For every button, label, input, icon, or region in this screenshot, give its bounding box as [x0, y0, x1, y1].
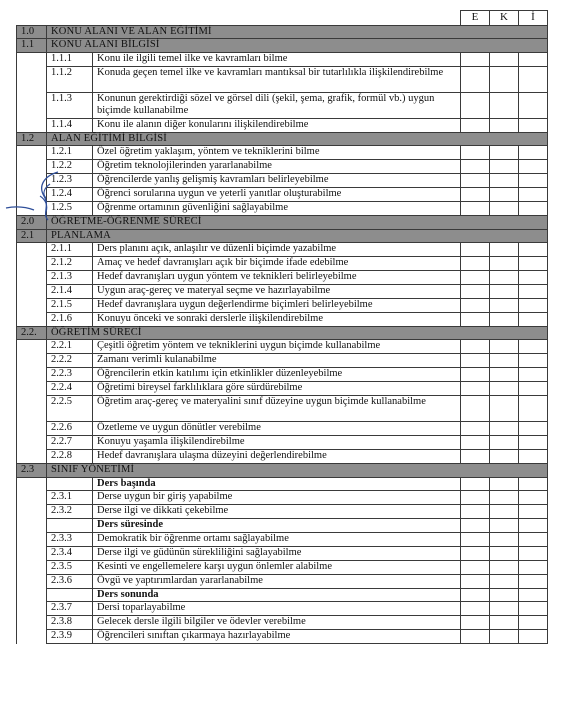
- criterion-text: Kesinti ve engellemelere karşı uygun önlemler alabilme: [93, 560, 461, 574]
- rating-cell-k[interactable]: [490, 368, 519, 382]
- phase-row: [17, 477, 548, 490]
- rating-cell-i[interactable]: [519, 271, 548, 285]
- criterion-number: 1.1.4: [47, 118, 93, 132]
- evaluation-form-table: [16, 10, 548, 644]
- rating-cell-e[interactable]: [461, 174, 490, 188]
- rating-cell-e[interactable]: [461, 354, 490, 368]
- rating-cell-i[interactable]: [519, 285, 548, 299]
- rating-cell-k[interactable]: [490, 630, 519, 644]
- rating-cell-e[interactable]: [461, 271, 490, 285]
- rating-cell-i[interactable]: [519, 450, 548, 464]
- phase-label: Ders başında: [93, 477, 461, 490]
- criterion-row: [17, 118, 548, 132]
- criterion-text: Öğretim araç-gereç ve materyalini sınıf düzeyine uygun biçimde kullanabilme: [93, 396, 461, 422]
- criterion-number: 2.3.8: [47, 616, 93, 630]
- criterion-text: Hedef davranışlara ulaşma düzeyini değerlendirebilme: [93, 450, 461, 464]
- subsection-code: 1.2: [17, 132, 47, 145]
- rating-cell-i[interactable]: [519, 257, 548, 271]
- criterion-row: [17, 574, 548, 588]
- rating-cell-i[interactable]: [519, 616, 548, 630]
- rating-cell-k[interactable]: [490, 436, 519, 450]
- criterion-number: 1.2.2: [47, 160, 93, 174]
- criterion-number: 2.3.4: [47, 546, 93, 560]
- criterion-row: [17, 313, 548, 327]
- rating-cell-e[interactable]: [461, 396, 490, 422]
- criterion-text: Övgü ve yaptırımlardan yararlanabilme: [93, 574, 461, 588]
- criterion-row: [17, 257, 548, 271]
- criterion-number: 1.2.4: [47, 188, 93, 202]
- subsection-code: 2.1: [17, 229, 47, 242]
- criterion-number: 2.1.5: [47, 299, 93, 313]
- criterion-text: Derse uygun bir giriş yapabilme: [93, 491, 461, 505]
- rating-cell-i[interactable]: [519, 382, 548, 396]
- criterion-row: [17, 560, 548, 574]
- criterion-row: [17, 505, 548, 519]
- subsection-row: [17, 229, 548, 242]
- criterion-number: 2.1.2: [47, 257, 93, 271]
- criterion-text: Öğretim teknolojilerinden yararlanabilme: [93, 160, 461, 174]
- rating-cell-e[interactable]: [461, 160, 490, 174]
- rating-cell-i[interactable]: [519, 491, 548, 505]
- rating-cell-k[interactable]: [490, 382, 519, 396]
- criterion-number: 2.3.5: [47, 560, 93, 574]
- criterion-number: 2.2.6: [47, 422, 93, 436]
- subsection-title: SINIF YÖNETİMİ: [47, 464, 548, 477]
- rating-cell-e[interactable]: [461, 491, 490, 505]
- criterion-text: Derse ilgi ve dikkati çekebilme: [93, 505, 461, 519]
- rating-cell-k[interactable]: [490, 299, 519, 313]
- rating-cell-k[interactable]: [490, 396, 519, 422]
- rating-cell-e[interactable]: [461, 285, 490, 299]
- criterion-text: Amaç ve hedef davranışları açık bir biçimde ifade edebilme: [93, 257, 461, 271]
- criterion-text: Uygun araç-gereç ve materyal seçme ve hazırlayabilme: [93, 285, 461, 299]
- criterion-text: Ders planını açık, anlaşılır ve düzenli biçimde yazabilme: [93, 243, 461, 257]
- rating-cell-i[interactable]: [519, 354, 548, 368]
- rating-cell-i[interactable]: [519, 52, 548, 66]
- criterion-text: Çeşitli öğretim yöntem ve tekniklerini uygun biçimde kullanabilme: [93, 340, 461, 354]
- criterion-text: Öğrencileri sınıftan çıkarmaya hazırlayabilme: [93, 630, 461, 644]
- criterion-row: [17, 602, 548, 616]
- rating-cell-e[interactable]: [461, 546, 490, 560]
- rating-cell-i[interactable]: [519, 340, 548, 354]
- section-code: 1.0: [17, 26, 47, 39]
- rating-cell-k[interactable]: [490, 491, 519, 505]
- criterion-row: [17, 340, 548, 354]
- criterion-row: [17, 271, 548, 285]
- subsection-code: 2.2.: [17, 327, 47, 340]
- criterion-text: Hedef davranışlara uygun değerlendirme biçimleri belirleyebilme: [93, 299, 461, 313]
- rating-cell-k[interactable]: [490, 616, 519, 630]
- rating-cell-i[interactable]: [519, 602, 548, 616]
- rating-cell-k[interactable]: [490, 450, 519, 464]
- criterion-number: 2.3.6: [47, 574, 93, 588]
- rating-cell-i[interactable]: [519, 574, 548, 588]
- subsection-row: [17, 39, 548, 52]
- criterion-row: [17, 630, 548, 644]
- criterion-row: [17, 243, 548, 257]
- rating-cell-e[interactable]: [461, 602, 490, 616]
- rating-cell-i[interactable]: [519, 66, 548, 92]
- criterion-text: Öğrencilerin etkin katılımı için etkinlikler düzenleyebilme: [93, 368, 461, 382]
- criterion-number: 2.3.1: [47, 491, 93, 505]
- rating-cell-i[interactable]: [519, 118, 548, 132]
- criterion-text: Demokratik bir öğrenme ortamı sağlayabilme: [93, 532, 461, 546]
- rating-cell-e[interactable]: [461, 574, 490, 588]
- rating-cell-i[interactable]: [519, 422, 548, 436]
- rating-cell-e[interactable]: [461, 92, 490, 118]
- rating-cell-e[interactable]: [461, 118, 490, 132]
- rating-cell-i[interactable]: [519, 396, 548, 422]
- criterion-text: Konuyu önceki ve sonraki derslerle ilişkilendirebilme: [93, 313, 461, 327]
- rating-cell-k[interactable]: [490, 243, 519, 257]
- rating-cell-i[interactable]: [519, 546, 548, 560]
- criterion-number: 1.2.3: [47, 174, 93, 188]
- criterion-row: [17, 396, 548, 422]
- criterion-text: Öğrenci sorularına uygun ve yeterli yanıtlar oluşturabilme: [93, 188, 461, 202]
- rating-cell-e[interactable]: [461, 450, 490, 464]
- criterion-number: 1.1.3: [47, 92, 93, 118]
- rating-cell-e[interactable]: [461, 616, 490, 630]
- rating-cell-e[interactable]: [461, 257, 490, 271]
- subsection-title: ALAN EĞİTİMİ BİLGİSİ: [47, 132, 548, 145]
- subsection-row: [17, 327, 548, 340]
- rating-cell-k[interactable]: [490, 52, 519, 66]
- rating-cell-e[interactable]: [461, 560, 490, 574]
- criterion-text: Derse ilgi ve güdünün sürekliliğini sağlayabilme: [93, 546, 461, 560]
- criterion-row: [17, 422, 548, 436]
- rating-cell-k[interactable]: [490, 532, 519, 546]
- rating-cell-e[interactable]: [461, 188, 490, 202]
- rating-cell-i[interactable]: [519, 202, 548, 216]
- rating-cell-k[interactable]: [490, 340, 519, 354]
- rating-cell-i[interactable]: [519, 174, 548, 188]
- criterion-row: [17, 532, 548, 546]
- rating-cell-e[interactable]: [461, 243, 490, 257]
- phase-label: Ders sonunda: [93, 588, 461, 601]
- criterion-text: Özetleme ve uygun dönütler verebilme: [93, 422, 461, 436]
- rating-cell-k[interactable]: [490, 546, 519, 560]
- criterion-number: 2.3.9: [47, 630, 93, 644]
- criterion-text: Dersi toparlayabilme: [93, 602, 461, 616]
- subsection-title: KONU ALANI BİLGİSİ: [47, 39, 548, 52]
- rating-cell-e[interactable]: [461, 368, 490, 382]
- rating-cell-i[interactable]: [519, 243, 548, 257]
- phase-row: [17, 519, 548, 532]
- criterion-text: Zamanı verimli kulanabilme: [93, 354, 461, 368]
- rating-cell-e[interactable]: [461, 422, 490, 436]
- criterion-text: Öğrenme ortamının güvenliğini sağlayabilme: [93, 202, 461, 216]
- criterion-number: 2.3.3: [47, 532, 93, 546]
- rating-cell-e[interactable]: [461, 313, 490, 327]
- criterion-text: Öğretimi bireysel farklılıklara göre sürdürebilme: [93, 382, 461, 396]
- criterion-row: [17, 491, 548, 505]
- criterion-row: [17, 146, 548, 160]
- subsection-title: PLANLAMA: [47, 229, 548, 242]
- criterion-row: [17, 66, 548, 92]
- rating-cell-k[interactable]: [490, 354, 519, 368]
- criterion-row: [17, 174, 548, 188]
- phase-row: [17, 588, 548, 601]
- rating-cell-i[interactable]: [519, 92, 548, 118]
- rating-cell-k[interactable]: [490, 257, 519, 271]
- column-e-header: E: [461, 11, 490, 26]
- criterion-row: [17, 368, 548, 382]
- rating-cell-k[interactable]: [490, 66, 519, 92]
- criterion-number: 2.3.7: [47, 602, 93, 616]
- criterion-number: 2.1.4: [47, 285, 93, 299]
- criterion-text: Özel öğretim yaklaşım, yöntem ve tekniklerini bilme: [93, 146, 461, 160]
- criterion-number: 2.2.7: [47, 436, 93, 450]
- rating-cell-i[interactable]: [519, 630, 548, 644]
- criterion-row: [17, 188, 548, 202]
- criterion-number: 1.1.1: [47, 52, 93, 66]
- rating-cell-k[interactable]: [490, 271, 519, 285]
- rating-cell-k[interactable]: [490, 146, 519, 160]
- criterion-row: [17, 354, 548, 368]
- criterion-number: 2.2.5: [47, 396, 93, 422]
- criterion-row: [17, 160, 548, 174]
- criterion-row: [17, 202, 548, 216]
- criterion-row: [17, 92, 548, 118]
- subsection-row: [17, 464, 548, 477]
- rating-cell-k[interactable]: [490, 118, 519, 132]
- rating-cell-k[interactable]: [490, 202, 519, 216]
- rating-cell-k[interactable]: [490, 560, 519, 574]
- criterion-row: [17, 450, 548, 464]
- section-row: [17, 216, 548, 229]
- criterion-number: 2.1.3: [47, 271, 93, 285]
- subsection-code: 1.1: [17, 39, 47, 52]
- criterion-number: 1.1.2: [47, 66, 93, 92]
- rating-cell-i[interactable]: [519, 146, 548, 160]
- criterion-number: 2.2.1: [47, 340, 93, 354]
- rating-cell-k[interactable]: [490, 92, 519, 118]
- rating-cell-e[interactable]: [461, 382, 490, 396]
- subsection-code: 2.3: [17, 464, 47, 477]
- criterion-number: 1.2.5: [47, 202, 93, 216]
- rating-cell-i[interactable]: [519, 436, 548, 450]
- rating-cell-k[interactable]: [490, 285, 519, 299]
- criterion-row: [17, 436, 548, 450]
- criterion-text: Konu ile ilgili temel ilke ve kavramları bilme: [93, 52, 461, 66]
- criterion-number: 1.2.1: [47, 146, 93, 160]
- criterion-row: [17, 616, 548, 630]
- rating-cell-e[interactable]: [461, 299, 490, 313]
- criterion-number: 2.2.3: [47, 368, 93, 382]
- criterion-row: [17, 382, 548, 396]
- rating-cell-i[interactable]: [519, 299, 548, 313]
- rating-cell-e[interactable]: [461, 52, 490, 66]
- rating-cell-e[interactable]: [461, 436, 490, 450]
- rating-cell-k[interactable]: [490, 574, 519, 588]
- section-title: ÖĞRETME-ÖĞRENME SÜRECİ: [47, 216, 548, 229]
- rating-cell-e[interactable]: [461, 505, 490, 519]
- criterion-row: [17, 299, 548, 313]
- rating-cell-e[interactable]: [461, 532, 490, 546]
- criterion-number: 2.2.8: [47, 450, 93, 464]
- rating-cell-k[interactable]: [490, 422, 519, 436]
- criterion-number: 2.3.2: [47, 505, 93, 519]
- rating-cell-k[interactable]: [490, 160, 519, 174]
- criterion-text: Konuda geçen temel ilke ve kavramları mantıksal bir tutarlılıkla ilişkilendirebilme: [93, 66, 461, 92]
- rating-cell-i[interactable]: [519, 505, 548, 519]
- rating-cell-i[interactable]: [519, 532, 548, 546]
- subsection-row: [17, 132, 548, 145]
- criterion-text: Konu ile alanın diğer konularını ilişkilendirebilme: [93, 118, 461, 132]
- rating-cell-e[interactable]: [461, 146, 490, 160]
- rating-cell-i[interactable]: [519, 313, 548, 327]
- rating-cell-k[interactable]: [490, 602, 519, 616]
- column-i-header: İ: [519, 11, 548, 26]
- criterion-row: [17, 285, 548, 299]
- criterion-number: 2.1.6: [47, 313, 93, 327]
- rating-cell-i[interactable]: [519, 188, 548, 202]
- rating-cell-i[interactable]: [519, 368, 548, 382]
- rating-cell-e[interactable]: [461, 630, 490, 644]
- criterion-text: Öğrencilerde yanlış gelişmiş kavramları belirleyebilme: [93, 174, 461, 188]
- rating-cell-i[interactable]: [519, 560, 548, 574]
- rating-cell-e[interactable]: [461, 202, 490, 216]
- section-row: [17, 26, 548, 39]
- criterion-number: 2.2.2: [47, 354, 93, 368]
- rating-cell-k[interactable]: [490, 313, 519, 327]
- criterion-text: Konunun gerektirdiği sözel ve görsel dili (şekil, şema, grafik, formül vb.) uygun biçimde kullanabilme: [93, 92, 461, 118]
- phase-label: Ders süresinde: [93, 519, 461, 532]
- rating-cell-k[interactable]: [490, 505, 519, 519]
- rating-cell-k[interactable]: [490, 174, 519, 188]
- criterion-number: 2.1.1: [47, 243, 93, 257]
- section-code: 2.0: [17, 216, 47, 229]
- rating-cell-e[interactable]: [461, 66, 490, 92]
- criterion-text: Konuyu yaşamla ilişkilendirebilme: [93, 436, 461, 450]
- criterion-text: Hedef davranışları uygun yöntem ve teknikleri belirleyebilme: [93, 271, 461, 285]
- criterion-row: [17, 52, 548, 66]
- rating-cell-e[interactable]: [461, 340, 490, 354]
- criterion-row: [17, 546, 548, 560]
- criterion-number: 2.2.4: [47, 382, 93, 396]
- subsection-title: ÖĞRETİM SÜRECİ: [47, 327, 548, 340]
- rating-cell-i[interactable]: [519, 160, 548, 174]
- rating-header-row: [17, 11, 548, 26]
- section-title: KONU ALANI VE ALAN EĞİTİMİ: [47, 26, 548, 39]
- rating-cell-k[interactable]: [490, 188, 519, 202]
- criterion-text: Gelecek dersle ilgili bilgiler ve ödevler verebilme: [93, 616, 461, 630]
- column-k-header: K: [490, 11, 519, 26]
